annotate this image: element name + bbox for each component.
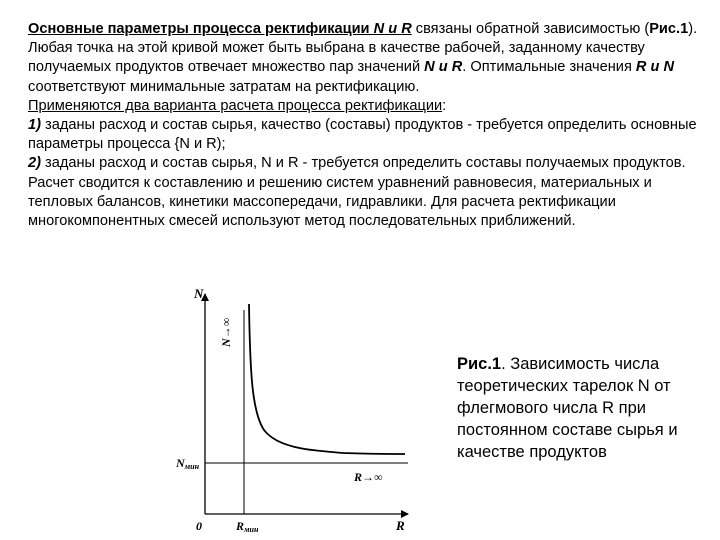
figure-caption — [457, 353, 687, 463]
n-min-label: Nмин — [176, 456, 200, 471]
caption-text: . Зависимость числа теоретических тарелок N от флегмового числа R при постоянном составе сырья и качестве продуктов — [457, 355, 678, 461]
paragraph-main-parameters: Основные параметры процесса ректификации N и R связаны обратной зависимостью (Рис.1). Любая точка на этой кривой может быть выбрана в качестве рабочей, заданному качеству получаемых продуктов отвечает множество пар значений N и R. Оптимальные значения R и N соответствуют минимальные затратам на ректификацию. — [28, 21, 698, 95]
paragraph-calculation: Расчет сводится к составлению и решению систем уравнений равновесия, материальных и тепловых балансов, кинетики массопередачи, гидравлики. Для расчета ректификации многокомпонентных смесей используют метод последовательных приближений. — [28, 174, 652, 230]
x-axis-label: R — [396, 518, 405, 533]
main-text — [28, 20, 698, 231]
y-axis-label: N — [194, 286, 204, 301]
r-min-label: Rмин — [236, 519, 259, 534]
r-infinity-label: R→∞ — [354, 470, 383, 484]
variant-1: 1) заданы расход и состав сырья, качество (составы) продуктов - требуется определить основные параметры процесса {N и R); — [28, 117, 697, 153]
n-infinity-label: N→∞ — [219, 317, 233, 347]
heading-main-parameters: Основные параметры процесса ректификации N и R — [28, 21, 412, 37]
caption-label: Рис.1 — [457, 355, 502, 373]
variant-2: 2) заданы расход и состав сырья, N и R - требуется определить составы получаемых продуктов. — [28, 155, 686, 172]
n-vs-r-curve — [249, 304, 405, 454]
paragraph-variants-heading: Применяются два варианта расчета процесса ректификации: — [28, 97, 447, 114]
figure-reference: Рис.1 — [649, 21, 689, 37]
origin-label: 0 — [196, 519, 202, 533]
n-vs-r-graph — [168, 282, 418, 537]
